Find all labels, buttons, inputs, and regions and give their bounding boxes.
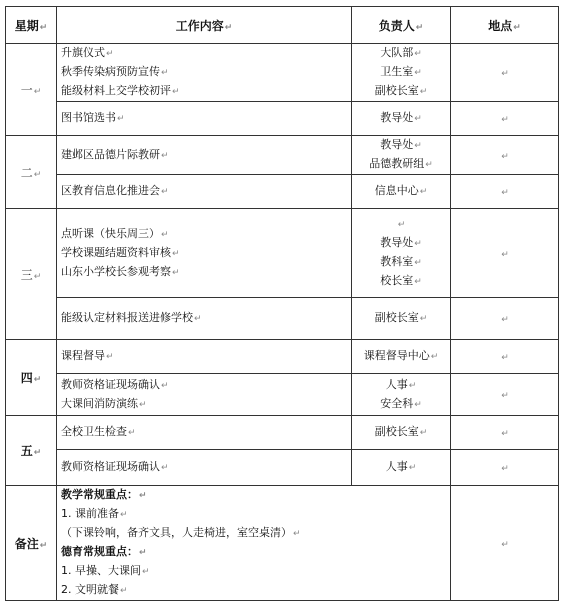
day-cell-friday: 五↵: [6, 416, 57, 486]
day-cell-notes: 备注↵: [6, 486, 57, 601]
table-row: [6, 450, 559, 486]
table-row: [6, 175, 559, 209]
owner-cell: 人事↵ 安全科↵: [352, 374, 451, 416]
place-cell: ↵: [451, 298, 559, 340]
day-cell-monday: 一↵: [6, 44, 57, 136]
place-cell: ↵: [451, 102, 559, 136]
owner-cell: 副校长室↵: [352, 416, 451, 450]
day-cell-wednesday: 三↵: [6, 209, 57, 340]
place-cell: ↵: [451, 450, 559, 486]
table-row: [6, 340, 559, 374]
content-cell: 课程督导↵: [57, 340, 352, 374]
content-cell: 点听课（快乐周三）↵ 学校课题结题资料审核↵ 山东小学校长参观考察↵: [57, 209, 352, 298]
place-cell: ↵: [451, 340, 559, 374]
table-row: [6, 102, 559, 136]
notes-teaching-detail: （下课铃响，备齐文具，人走椅进，室空桌清）↵: [61, 526, 301, 539]
header-owner: 负责人↵: [352, 7, 451, 44]
content-cell: 教师资格证现场确认↵ 大课间消防演练↵: [57, 374, 352, 416]
day-cell-tuesday: 二↵: [6, 136, 57, 209]
place-cell: ↵: [451, 209, 559, 298]
owner-cell: ↵ 教导处↵ 教科室↵ 校长室↵: [352, 209, 451, 298]
owner-cell: 大队部↵ 卫生室↵ 副校长室↵: [352, 44, 451, 102]
notes-teaching-item: 1. 课前准备↵: [61, 507, 128, 520]
header-content: 工作内容↵: [57, 7, 352, 44]
place-cell: ↵: [451, 486, 559, 601]
place-cell: ↵: [451, 374, 559, 416]
place-cell: ↵: [451, 136, 559, 175]
owner-cell: 副校长室↵: [352, 298, 451, 340]
header-row: [6, 7, 559, 44]
header-day: 星期↵: [6, 7, 57, 44]
owner-cell: 信息中心↵: [352, 175, 451, 209]
header-place: 地点↵: [451, 7, 559, 44]
notes-row: [6, 486, 559, 601]
table-row: [6, 44, 559, 102]
content-cell: 教师资格证现场确认↵: [57, 450, 352, 486]
owner-cell: 教导处↵ 品德教研组↵: [352, 136, 451, 175]
notes-moral-title: 德育常规重点：↵: [61, 545, 147, 558]
place-cell: ↵: [451, 416, 559, 450]
table-row: [6, 136, 559, 175]
notes-moral-item: 2. 文明就餐↵: [61, 583, 128, 596]
notes-cell: [57, 486, 451, 601]
notes-teaching-title: 教学常规重点：↵: [61, 488, 147, 501]
table-row: [6, 209, 559, 298]
notes-moral-item: 1. 早操、大课间↵: [61, 564, 150, 577]
day-cell-thursday: 四↵: [6, 340, 57, 416]
table-row: [6, 416, 559, 450]
owner-cell: 教导处↵: [352, 102, 451, 136]
weekly-schedule-table: [5, 6, 559, 601]
content-cell: 升旗仪式↵ 秋季传染病预防宣传↵ 能级材料上交学校初评↵: [57, 44, 352, 102]
content-cell: 建邺区品德片际教研↵: [57, 136, 352, 175]
owner-cell: 人事↵: [352, 450, 451, 486]
content-cell: 能级认定材料报送进修学校↵: [57, 298, 352, 340]
table-row: [6, 298, 559, 340]
place-cell: ↵: [451, 44, 559, 102]
content-cell: 图书馆选书↵: [57, 102, 352, 136]
content-cell: 全校卫生检查↵: [57, 416, 352, 450]
owner-cell: 课程督导中心↵: [352, 340, 451, 374]
table-row: [6, 374, 559, 416]
content-cell: 区教育信息化推进会↵: [57, 175, 352, 209]
place-cell: ↵: [451, 175, 559, 209]
